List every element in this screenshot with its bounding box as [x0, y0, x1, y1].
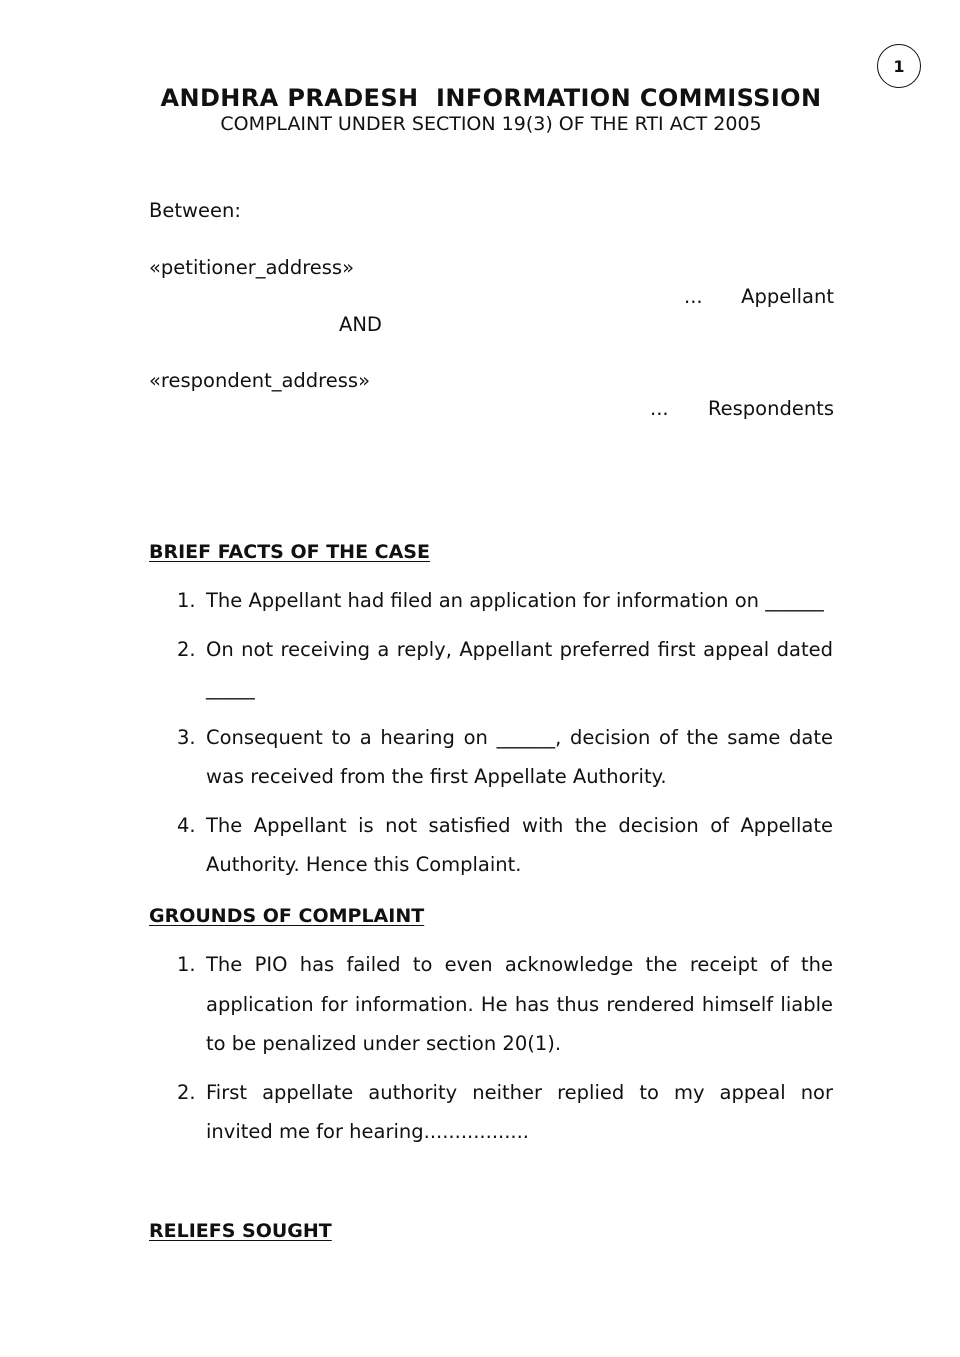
list-number: 2. [177, 1080, 196, 1104]
appellant-dots: ... [684, 285, 703, 308]
list-item-text: Consequent to a hearing on ______, decision of the same date was received from the first Appellate Authority. [206, 725, 833, 788]
respondents-dots: ... [650, 397, 669, 420]
list-item [149, 718, 833, 797]
brief-facts-list [149, 581, 833, 894]
document-title: ANDHRA PRADESH INFORMATION COMMISSION [160, 84, 822, 112]
petitioner-address: «petitioner_address» [149, 256, 355, 279]
list-number: 1. [177, 953, 196, 976]
between-label: Between: [149, 199, 241, 222]
list-item-text: On not receiving a reply, Appellant preferred first appeal dated _____ [206, 637, 833, 700]
list-number: 3. [177, 725, 196, 749]
list-number: 1. [177, 589, 196, 612]
list-item-text: The Appellant is not satisfied with the decision of Appellate Authority. Hence this Complaint. [206, 813, 833, 876]
list-item [149, 581, 833, 621]
list-item [149, 806, 833, 885]
list-number: 4. [177, 813, 196, 837]
appellant-label: Appellant [741, 285, 834, 308]
respondents-label: Respondents [707, 397, 834, 420]
page-number-badge [877, 44, 921, 88]
respondent-address: «respondent_address» [149, 369, 371, 392]
and-label: AND [339, 313, 382, 336]
list-item-text: The Appellant had filed an application for information on ______ [206, 589, 824, 612]
list-item-text: The PIO has failed to even acknowledge the receipt of the application for information. He has thus rendered himself liable to be penalized under section 20(1). [206, 953, 833, 1055]
list-item [149, 630, 833, 709]
reliefs-heading: RELIEFS SOUGHT [149, 1220, 332, 1242]
list-item-text: First appellate authority neither replied to my appeal nor invited me for hearing................. [206, 1080, 833, 1143]
grounds-list [149, 945, 833, 1161]
grounds-heading: GROUNDS OF COMPLAINT [149, 905, 425, 927]
brief-facts-heading: BRIEF FACTS OF THE CASE [149, 541, 430, 563]
list-item [149, 1073, 833, 1152]
list-number: 2. [177, 637, 196, 661]
list-item [149, 945, 833, 1064]
page-number: 1 [893, 56, 905, 76]
document-subtitle: COMPLAINT UNDER SECTION 19(3) OF THE RTI ACT 2005 [220, 113, 762, 135]
